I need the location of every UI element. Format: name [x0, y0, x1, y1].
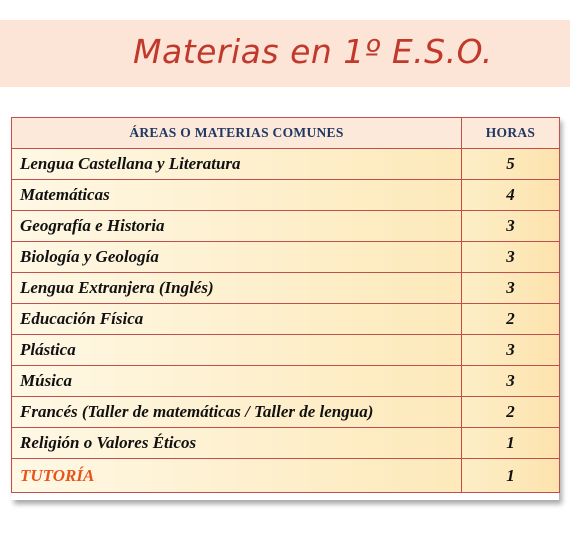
hours-cell: 2 [462, 304, 560, 335]
subject-cell: Matemáticas [12, 180, 462, 211]
table-row [12, 180, 560, 211]
table-row [12, 335, 560, 366]
hours-cell: 4 [462, 180, 560, 211]
table-row [12, 304, 560, 335]
subject-cell: Geografía e Historia [12, 211, 462, 242]
hours-cell: 5 [462, 149, 560, 180]
subject-cell: Educación Física [12, 304, 462, 335]
table-row [12, 397, 560, 428]
column-header-hours: HORAS [462, 118, 560, 149]
hours-cell: 3 [462, 273, 560, 304]
hours-cell: 3 [462, 366, 560, 397]
hours-cell: 1 [462, 428, 560, 459]
hours-cell: 3 [462, 242, 560, 273]
table-row-tutoria [12, 459, 560, 493]
table-row [12, 366, 560, 397]
table-row [12, 273, 560, 304]
subjects-table-container [11, 117, 559, 500]
table-row [12, 428, 560, 459]
subject-cell: Francés (Taller de matemáticas / Taller de lengua) [12, 397, 462, 428]
subject-cell: Religión o Valores Éticos [12, 428, 462, 459]
subject-cell: Música [12, 366, 462, 397]
page-title: Materias en 1º E.S.O. [133, 32, 493, 71]
hours-cell: 3 [462, 335, 560, 366]
table-row [12, 211, 560, 242]
subjects-table [11, 117, 560, 493]
hours-cell: 3 [462, 211, 560, 242]
table-row [12, 242, 560, 273]
subject-cell: Plástica [12, 335, 462, 366]
subject-cell-tutoria: TUTORÍA [12, 459, 462, 493]
table-header-row [12, 118, 560, 149]
table-row [12, 149, 560, 180]
hours-cell: 1 [462, 459, 560, 493]
column-header-subjects: ÁREAS O MATERIAS COMUNES [12, 118, 462, 149]
subject-cell: Lengua Extranjera (Inglés) [12, 273, 462, 304]
hours-cell: 2 [462, 397, 560, 428]
subject-cell: Biología y Geología [12, 242, 462, 273]
title-band [0, 20, 570, 87]
subject-cell: Lengua Castellana y Literatura [12, 149, 462, 180]
